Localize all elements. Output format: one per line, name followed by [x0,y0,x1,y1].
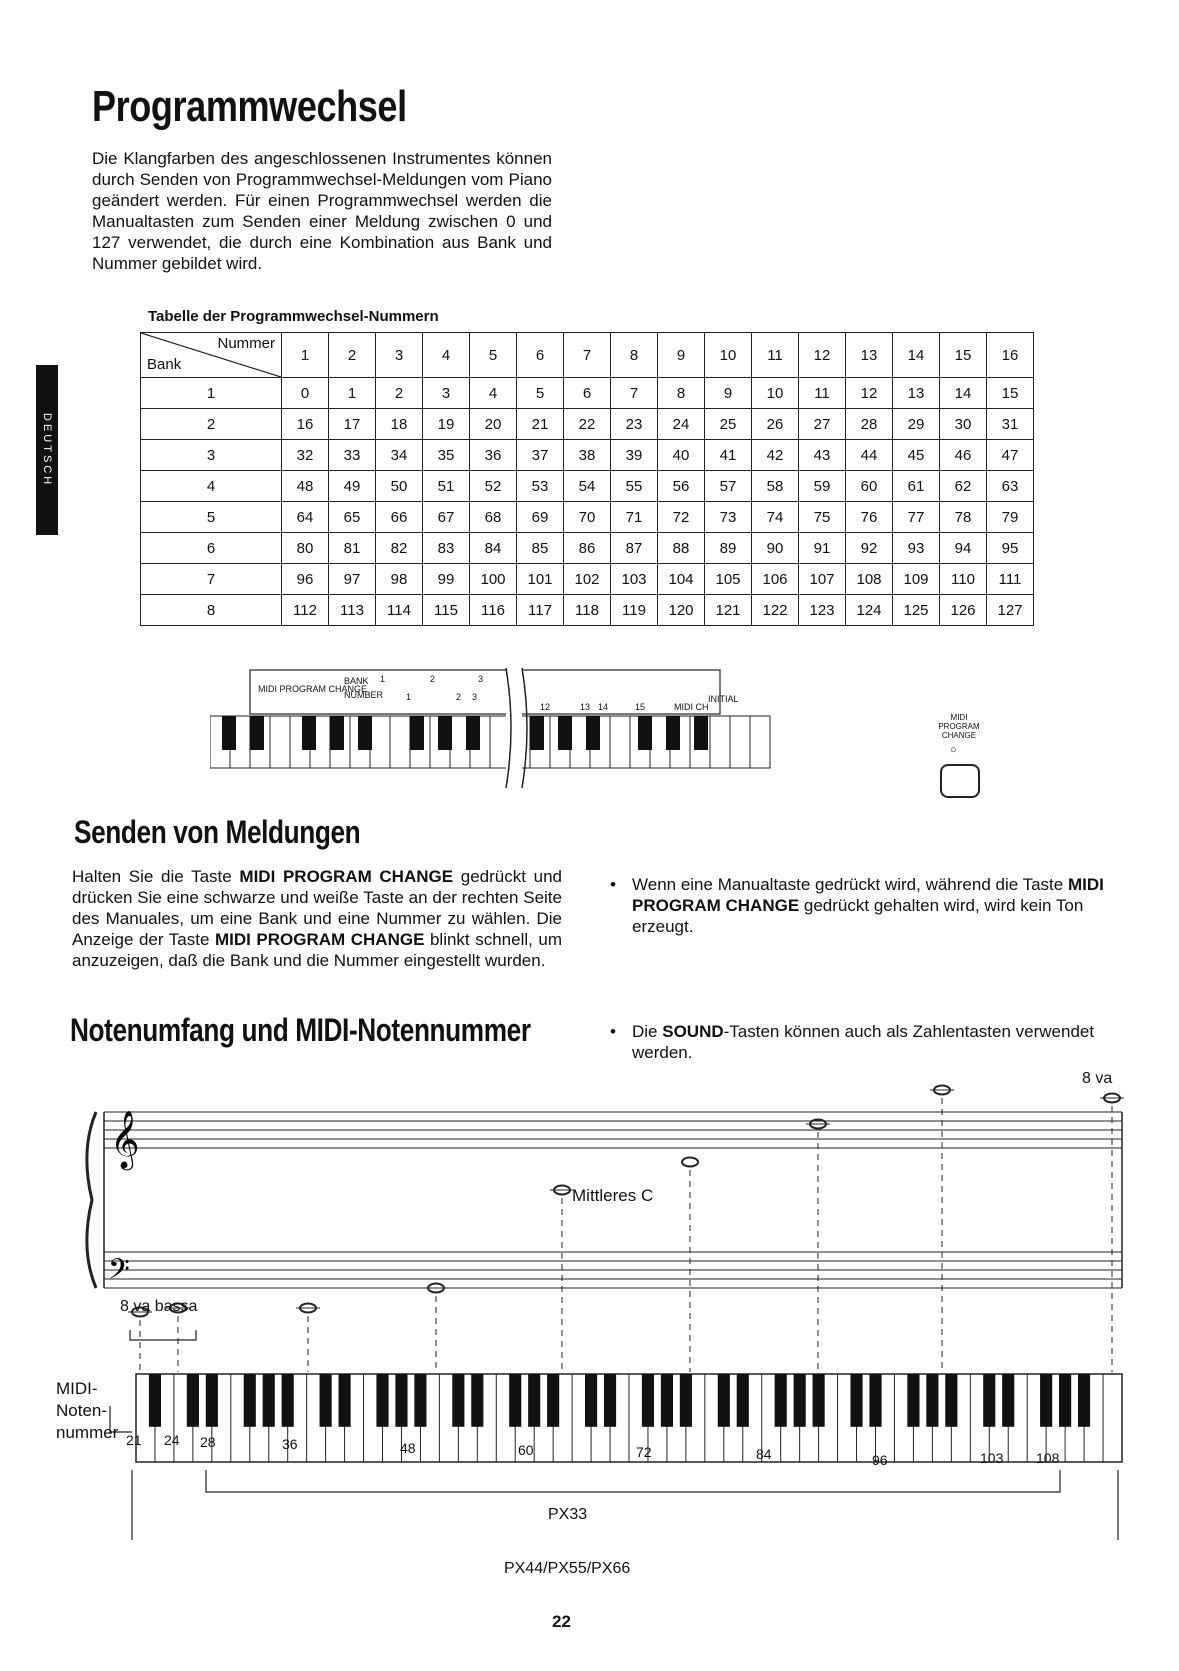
program-number-cell: 67 [423,502,470,533]
program-number-cell: 6 [564,378,611,409]
black-key [794,1374,806,1427]
panel-midi-ch-label: MIDI CH [674,702,709,712]
text-run: gedrückt und drücken Sie eine schwarze und weiße Taste an der rechten Seite des Manuales, um eine Bank und eine Nummer zu wählen. Die Anzeige der Taste [72,867,562,949]
program-number-cell: 120 [658,595,705,626]
program-number-cell: 40 [658,440,705,471]
column-header: 2 [329,333,376,378]
program-number-cell: 73 [705,502,752,533]
program-number-table [140,332,1034,626]
black-key [244,1374,256,1427]
program-number-cell: 7 [611,378,658,409]
program-number-cell: 56 [658,471,705,502]
table-row [141,564,1034,595]
midi-note-number: 72 [636,1444,652,1460]
panel-initial-label: INITIAL [708,694,739,704]
program-number-cell: 109 [893,564,940,595]
midi-note-number: 48 [400,1440,416,1456]
program-number-cell: 114 [376,595,423,626]
panel-black-key [250,716,264,750]
black-key [339,1374,351,1427]
px33-range-bracket [206,1470,1060,1492]
black-key [926,1374,938,1427]
program-number-cell: 24 [658,409,705,440]
program-number-cell: 69 [517,502,564,533]
program-number-cell: 105 [705,564,752,595]
program-number-cell: 55 [611,471,658,502]
column-header: 7 [564,333,611,378]
black-key [813,1374,825,1427]
program-number-cell: 16 [282,409,329,440]
panel-black-key [558,716,572,750]
table-body [141,378,1034,626]
program-number-cell: 50 [376,471,423,502]
program-number-cell: 80 [282,533,329,564]
black-key [737,1374,749,1427]
program-number-cell: 10 [752,378,799,409]
black-key [983,1374,995,1427]
column-header: 8 [611,333,658,378]
program-number-cell: 2 [376,378,423,409]
program-number-cell: 123 [799,595,846,626]
black-key [585,1374,597,1427]
midi-note-number: 103 [980,1450,1004,1466]
program-number-cell: 97 [329,564,376,595]
black-key [282,1374,294,1427]
program-number-cell: 113 [329,595,376,626]
grand-staff-brace [87,1112,96,1288]
midi-note-number: 96 [872,1452,888,1468]
panel-number-mark: 13 [580,702,591,712]
column-header: 12 [799,333,846,378]
black-key [471,1374,483,1427]
midi-label-line: nummer [56,1423,119,1442]
program-number-cell: 101 [517,564,564,595]
program-number-cell: 68 [470,502,517,533]
midi-program-change-button[interactable] [940,764,980,798]
program-number-cell: 89 [705,533,752,564]
black-key [945,1374,957,1427]
range-label-px33: PX33 [548,1506,588,1523]
midi-note-number: 21 [126,1432,142,1448]
program-number-cell: 124 [846,595,893,626]
program-number-cell: 39 [611,440,658,471]
program-number-cell: 5 [517,378,564,409]
panel-number-label: NUMBER [344,690,384,700]
program-number-cell: 74 [752,502,799,533]
senden-paragraph [72,866,562,971]
text-run: -Tasten können auch als Zahlentasten verwendet werden. [632,1022,1095,1062]
label-middle-c: Mittleres C [572,1186,654,1205]
program-number-cell: 26 [752,409,799,440]
language-tab-label: DEUTSCH [41,412,53,488]
midi-note-number: 108 [1036,1450,1060,1466]
program-number-cell: 52 [470,471,517,502]
column-header: 11 [752,333,799,378]
program-number-cell: 28 [846,409,893,440]
led-indicator-icon: ○ [950,744,957,756]
program-number-cell: 53 [517,471,564,502]
text-bold: SOUND [662,1022,724,1041]
program-number-cell: 21 [517,409,564,440]
program-number-cell: 90 [752,533,799,564]
bullet-note-2 [610,1021,1132,1063]
table-row [141,440,1034,471]
program-number-cell: 4 [470,378,517,409]
program-number-cell: 94 [940,533,987,564]
black-key [206,1374,218,1427]
program-number-cell: 81 [329,533,376,564]
black-key [528,1374,540,1427]
column-header: 4 [423,333,470,378]
program-number-cell: 119 [611,595,658,626]
label-8va: 8 va [1082,1070,1113,1087]
midi-note-number: 36 [282,1436,298,1452]
program-number-cell: 72 [658,502,705,533]
black-key [907,1374,919,1427]
black-key [604,1374,616,1427]
program-number-cell: 110 [940,564,987,595]
bank-cell: 2 [141,409,282,440]
program-number-cell: 98 [376,564,423,595]
column-header: 16 [987,333,1034,378]
table-row [141,533,1034,564]
table-row [141,471,1034,502]
program-number-cell: 117 [517,595,564,626]
program-number-cell: 33 [329,440,376,471]
program-number-cell: 93 [893,533,940,564]
program-number-cell: 64 [282,502,329,533]
column-header: 3 [376,333,423,378]
program-number-cell: 79 [987,502,1034,533]
panel-bank-mark: 2 [430,674,436,684]
text-run: blinkt schnell, um anzuzeigen, daß die Bank und die Nummer eingestellt wurden. [72,930,563,970]
table-row [141,502,1034,533]
program-number-cell: 91 [799,533,846,564]
program-number-cell: 3 [423,378,470,409]
program-number-cell: 49 [329,471,376,502]
panel-black-key [666,716,680,750]
bullet-note-1 [610,874,1132,937]
program-number-cell: 83 [423,533,470,564]
column-header: 9 [658,333,705,378]
section-title-programmwechsel: Programmwechsel [92,82,407,131]
panel-number-mark: 14 [598,702,609,712]
program-number-cell: 125 [893,595,940,626]
program-number-cell: 59 [799,471,846,502]
black-key [869,1374,881,1427]
black-key [395,1374,407,1427]
panel-number-mark: 12 [540,702,551,712]
program-number-cell: 29 [893,409,940,440]
program-number-cell: 54 [564,471,611,502]
table-row [141,595,1034,626]
program-number-cell: 9 [705,378,752,409]
program-number-cell: 96 [282,564,329,595]
header-bank-label: Bank [147,356,182,373]
program-number-cell: 44 [846,440,893,471]
bank-cell: 1 [141,378,282,409]
program-number-cell: 65 [329,502,376,533]
midi-note-number-label [56,1378,118,1444]
column-header: 14 [893,333,940,378]
black-key [149,1374,161,1427]
program-number-cell: 22 [564,409,611,440]
midi-note-number: 84 [756,1446,772,1462]
black-key [320,1374,332,1427]
program-number-cell: 30 [940,409,987,440]
program-number-cell: 41 [705,440,752,471]
program-number-cell: 23 [611,409,658,440]
program-number-cell: 62 [940,471,987,502]
px44-range-bracket [132,1470,1118,1540]
panel-black-key [358,716,372,750]
header-number-label: Nummer [217,335,275,352]
table-row [141,378,1034,409]
black-key [376,1374,388,1427]
panel-black-key [638,716,652,750]
program-number-cell: 8 [658,378,705,409]
midi-label-line: Noten- [56,1401,108,1420]
panel-black-key [302,716,316,750]
program-number-cell: 57 [705,471,752,502]
program-number-cell: 51 [423,471,470,502]
program-number-cell: 0 [282,378,329,409]
language-tab [36,365,58,535]
program-number-cell: 102 [564,564,611,595]
program-number-cell: 42 [752,440,799,471]
program-number-cell: 95 [987,533,1034,564]
program-number-cell: 100 [470,564,517,595]
bank-cell: 8 [141,595,282,626]
program-number-cell: 85 [517,533,564,564]
intro-paragraph: Die Klangfarben des angeschlossenen Instrumentes können durch Senden von Programmwechsel-Meldungen vom Piano geändert werden. Für einen Programmwechsel werden die Manualtasten zum Senden einer Meldung zwischen 0 und 127 verwendet, die durch eine Kombination aus Bank und Nummer gebildet wird. [92,149,552,273]
text-run: Halten Sie die Taste [72,867,240,886]
program-number-cell: 32 [282,440,329,471]
black-key [850,1374,862,1427]
text-bold: MIDI PROGRAM CHANGE [632,875,1104,915]
column-header: 15 [940,333,987,378]
program-number-cell: 31 [987,409,1034,440]
black-key [661,1374,673,1427]
program-number-cell: 46 [940,440,987,471]
black-key [1002,1374,1014,1427]
program-number-cell: 1 [329,378,376,409]
table-corner-cell [141,333,282,378]
table-title: Tabelle der Programmwechsel-Nummern [148,308,439,325]
midi-note-number: 60 [518,1442,534,1458]
column-header: 5 [470,333,517,378]
program-number-cell: 82 [376,533,423,564]
program-number-cell: 45 [893,440,940,471]
program-number-cell: 48 [282,471,329,502]
panel-black-key [438,716,452,750]
bank-cell: 4 [141,471,282,502]
panel-number-mark: 2 [456,692,462,702]
program-number-cell: 84 [470,533,517,564]
bank-cell: 3 [141,440,282,471]
program-number-cell: 86 [564,533,611,564]
midi-label-line: MIDI- [56,1379,98,1398]
black-key [1059,1374,1071,1427]
program-number-cell: 107 [799,564,846,595]
bank-cell: 7 [141,564,282,595]
panel-bank-mark: 3 [478,674,484,684]
program-number-cell: 115 [423,595,470,626]
black-key [642,1374,654,1427]
program-number-cell: 25 [705,409,752,440]
program-number-cell: 111 [987,564,1034,595]
program-number-cell: 61 [893,471,940,502]
black-key [680,1374,692,1427]
panel-midi-label: MIDI PROGRAM CHANGE [258,684,368,694]
panel-illustration [210,668,800,788]
panel-black-key [466,716,480,750]
program-number-cell: 116 [470,595,517,626]
panel-bank-mark: 1 [380,674,386,684]
panel-black-key [694,716,708,750]
program-number-cell: 43 [799,440,846,471]
program-number-cell: 17 [329,409,376,440]
black-key [187,1374,199,1427]
program-number-cell: 38 [564,440,611,471]
section-title-notenumfang: Notenumfang und MIDI-Notennummer [70,1012,531,1048]
program-number-cell: 77 [893,502,940,533]
program-number-cell: 47 [987,440,1034,471]
program-number-cell: 11 [799,378,846,409]
program-number-cell: 37 [517,440,564,471]
black-key [1040,1374,1052,1427]
panel-number-mark: 3 [472,692,478,702]
program-number-cell: 13 [893,378,940,409]
bank-cell: 5 [141,502,282,533]
midi-note-number: 24 [164,1432,180,1448]
program-number-cell: 92 [846,533,893,564]
program-number-cell: 104 [658,564,705,595]
panel-black-key [410,716,424,750]
program-number-cell: 87 [611,533,658,564]
bank-cell: 6 [141,533,282,564]
program-number-cell: 63 [987,471,1034,502]
panel-number-mark: 1 [406,692,412,702]
program-number-cell: 66 [376,502,423,533]
program-number-cell: 58 [752,471,799,502]
program-number-cell: 118 [564,595,611,626]
panel-black-key [530,716,544,750]
black-key [718,1374,730,1427]
program-number-cell: 34 [376,440,423,471]
program-number-cell: 71 [611,502,658,533]
program-number-cell: 122 [752,595,799,626]
table-row [141,409,1034,440]
program-number-cell: 18 [376,409,423,440]
column-header: 6 [517,333,564,378]
page-number: 22 [552,1612,571,1631]
program-number-cell: 106 [752,564,799,595]
program-number-cell: 121 [705,595,752,626]
black-key [509,1374,521,1427]
section-title-senden: Senden von Meldungen [74,814,361,850]
text-run: gedrückt gehalten wird, wird kein Ton erzeugt. [632,896,1084,936]
black-key [775,1374,787,1427]
program-number-cell: 88 [658,533,705,564]
midi-note-number: 28 [200,1434,216,1450]
panel-black-key [330,716,344,750]
column-header: 13 [846,333,893,378]
whole-note [682,1158,698,1167]
table-header-row [141,333,1034,378]
program-number-cell: 76 [846,502,893,533]
panel-black-key [586,716,600,750]
program-number-cell: 78 [940,502,987,533]
program-number-cell: 20 [470,409,517,440]
black-key [263,1374,275,1427]
range-label-px44: PX44/PX55/PX66 [504,1560,631,1577]
program-number-cell: 112 [282,595,329,626]
program-number-cell: 27 [799,409,846,440]
program-table-wrap [140,332,1034,626]
text-run: Die [632,1022,663,1041]
panel-black-key [222,716,236,750]
program-number-cell: 36 [470,440,517,471]
text-bold: MIDI PROGRAM CHANGE [214,930,425,949]
panel-bank-label: BANK [344,676,369,686]
program-number-cell: 70 [564,502,611,533]
program-number-cell: 127 [987,595,1034,626]
program-number-cell: 75 [799,502,846,533]
program-number-cell: 19 [423,409,470,440]
column-header: 1 [282,333,329,378]
program-number-cell: 108 [846,564,893,595]
bass-clef-icon: 𝄢 [108,1253,130,1293]
midi-program-change-button-label: MIDI PROGRAM CHANGE [938,713,980,740]
program-number-cell: 99 [423,564,470,595]
panel-number-mark: 15 [635,702,646,712]
black-key [1078,1374,1090,1427]
text-bold: MIDI PROGRAM CHANGE [239,867,454,886]
black-key [414,1374,426,1427]
program-number-cell: 60 [846,471,893,502]
program-number-cell: 103 [611,564,658,595]
column-header: 10 [705,333,752,378]
treble-clef-icon: 𝄞 [110,1110,140,1168]
program-number-cell: 126 [940,595,987,626]
program-number-cell: 15 [987,378,1034,409]
black-key [452,1374,464,1427]
program-number-cell: 14 [940,378,987,409]
label-8va-bassa: 8 va bassa [120,1298,198,1315]
program-number-cell: 35 [423,440,470,471]
black-key [547,1374,559,1427]
text-run: Wenn eine Manualtaste gedrückt wird, während die Taste [632,875,1068,894]
program-number-cell: 12 [846,378,893,409]
